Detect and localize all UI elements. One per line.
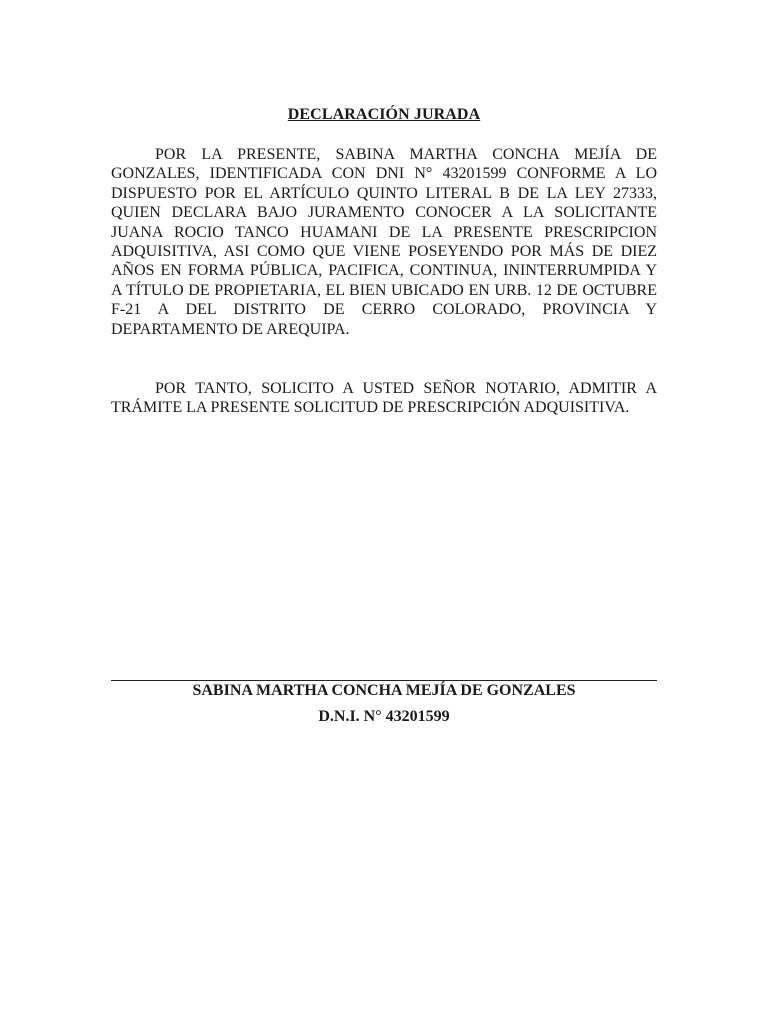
declaration-paragraph: POR LA PRESENTE, SABINA MARTHA CONCHA MEJÍA DE GONZALES, IDENTIFICADA CON DNI N° 43201599 CONFORME A LO DISPUESTO POR EL ARTÍCULO QUINTO LITERAL B DE LA LEY 27333, QUIEN DECLARA BAJO JURAMENTO CONOCER A LA SOLICITANTE JUANA ROCIO TANCO HUAMANI DE LA PRESENTE PRESCRIPCION ADQUISITIVA, ASI COMO QUE VIENE POSEYENDO POR MÁS DE DIEZ AÑOS EN FORMA PÚBLICA, PACIFICA, CONTINUA, ININTERRUMPIDA Y A TÍTULO DE PROPIETARIA, EL BIEN UBICADO EN URB. 12 DE OCTUBRE F-21 A DEL DISTRITO DE CERRO COLORADO, PROVINCIA Y DEPARTAMENTO DE AREQUIPA. (111, 146, 657, 338)
signature-line (111, 680, 657, 681)
signatory-name: SABINA MARTHA CONCHA MEJÍA DE GONZALES (192, 682, 576, 699)
request-paragraph: POR TANTO, SOLICITO A USTED SEÑOR NOTARIO, ADMITIR A TRÁMITE LA PRESENTE SOLICITUD DE PRESCRIPCIÓN ADQUISITIVA. (111, 380, 657, 417)
signatory-dni: D.N.I. N° 43201599 (318, 708, 450, 725)
document-title: DECLARACIÓN JURADA (287, 106, 481, 123)
